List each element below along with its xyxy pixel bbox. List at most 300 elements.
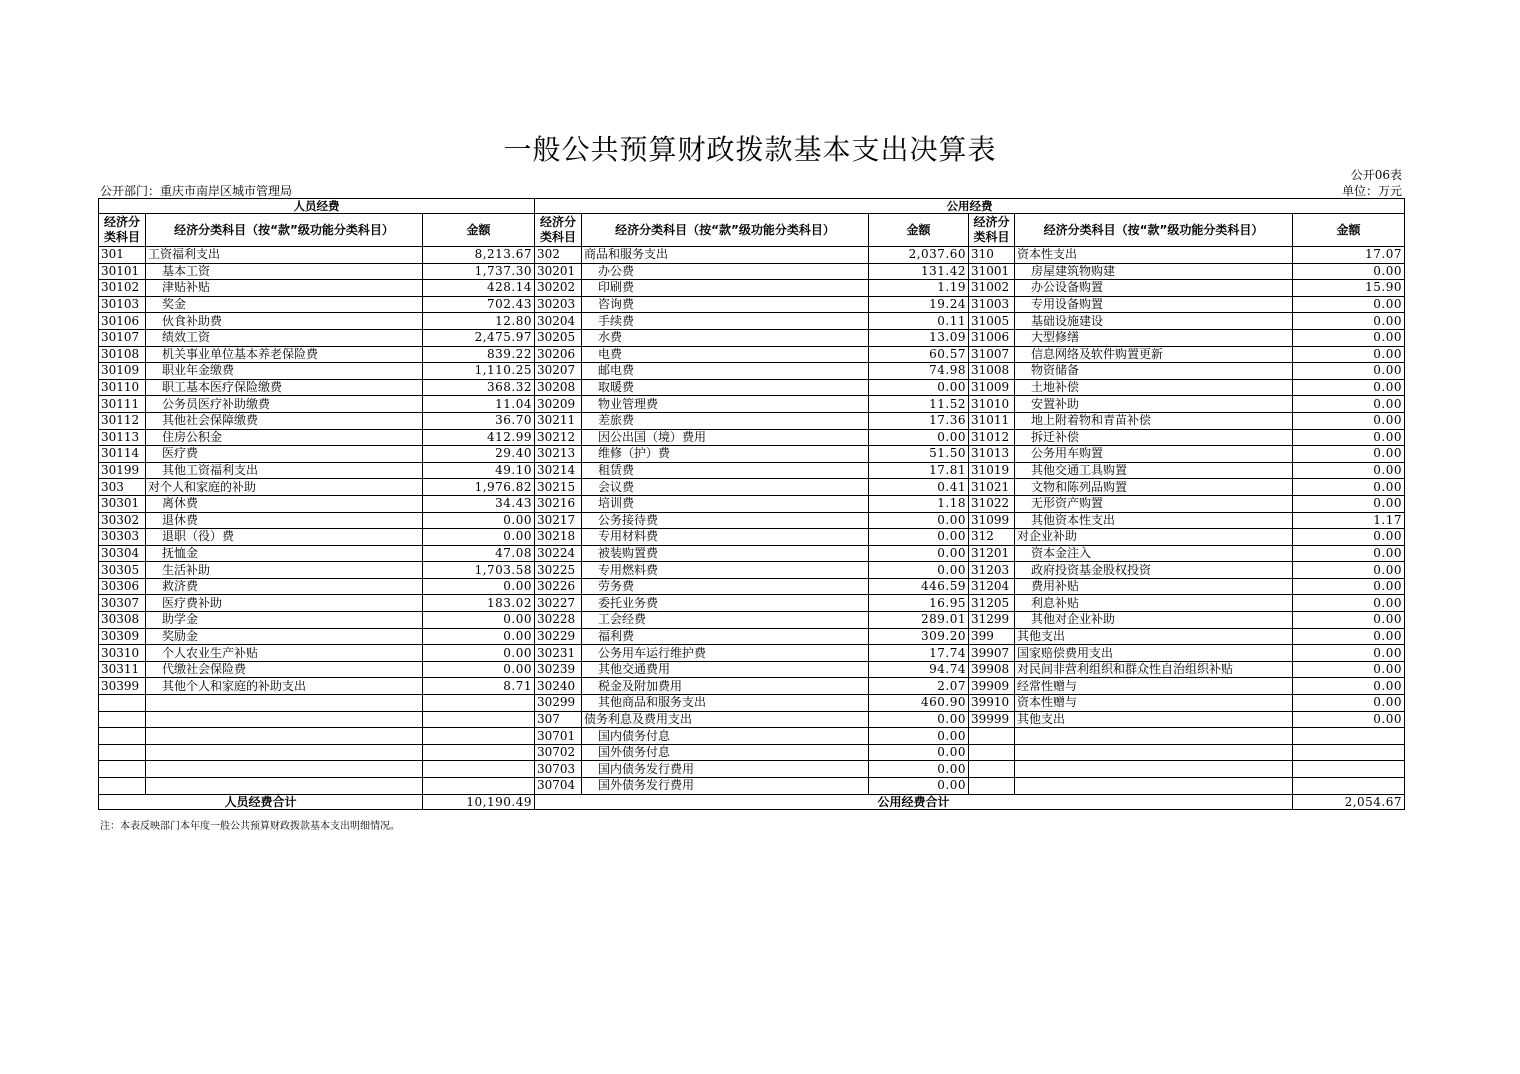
public2-code-cell: 31005 — [969, 313, 1015, 330]
public1-amount-cell: 0.00 — [869, 545, 969, 562]
public2-amount-cell: 0.00 — [1293, 529, 1405, 546]
public1-code-cell: 30207 — [535, 363, 582, 380]
public1-subject-cell: 印刷费 — [582, 280, 869, 297]
public2-amount-cell: 0.00 — [1293, 412, 1405, 429]
public2-subject-cell — [1015, 778, 1293, 795]
table-row — [99, 545, 1405, 562]
personnel-code-cell: 30107 — [99, 329, 146, 346]
personnel-subject-cell: 医疗费 — [146, 446, 423, 463]
public1-code-cell: 30205 — [535, 329, 582, 346]
public1-code-cell: 30229 — [535, 628, 582, 645]
public1-subject-cell: 因公出国（境）费用 — [582, 429, 869, 446]
personnel-subject-cell: 职工基本医疗保险缴费 — [146, 379, 423, 396]
public2-amount-cell: 0.00 — [1293, 628, 1405, 645]
public1-subject-cell: 委托业务费 — [582, 595, 869, 612]
public2-code-cell: 31009 — [969, 379, 1015, 396]
public2-amount-cell: 0.00 — [1293, 363, 1405, 380]
personnel-code-cell: 30308 — [99, 612, 146, 629]
public1-amount-cell: 309.20 — [869, 628, 969, 645]
expenditure-table — [98, 198, 1405, 810]
public2-code-cell: 31011 — [969, 412, 1015, 429]
public1-amount-cell: 446.59 — [869, 578, 969, 595]
public1-amount-cell: 17.81 — [869, 462, 969, 479]
public2-subject-cell: 资本性赠与 — [1015, 695, 1293, 712]
public2-subject-cell: 资本金注入 — [1015, 545, 1293, 562]
personnel-amount-cell: 2,475.97 — [423, 329, 535, 346]
public1-code-cell: 30299 — [535, 695, 582, 712]
table-row — [99, 329, 1405, 346]
table-row — [99, 728, 1405, 745]
personnel-code-cell: 30307 — [99, 595, 146, 612]
public2-code-cell: 31006 — [969, 329, 1015, 346]
public2-code-cell: 31299 — [969, 612, 1015, 629]
personnel-subject-cell: 其他社会保障缴费 — [146, 412, 423, 429]
personnel-subject-cell: 奖励金 — [146, 628, 423, 645]
table-row — [99, 562, 1405, 579]
public2-code-cell: 31013 — [969, 446, 1015, 463]
col-header-subject: 经济分类科目（按“款”级功能分类科目） — [146, 214, 423, 247]
personnel-amount-cell: 34.43 — [423, 495, 535, 512]
public2-amount-cell — [1293, 728, 1405, 745]
public1-subject-cell: 商品和服务支出 — [582, 247, 869, 264]
public2-amount-cell: 0.00 — [1293, 678, 1405, 695]
col-header-code: 经济分类科目 — [969, 214, 1015, 247]
public1-code-cell: 30239 — [535, 661, 582, 678]
public1-amount-cell: 131.42 — [869, 263, 969, 280]
table-row — [99, 363, 1405, 380]
public1-subject-cell: 维修（护）费 — [582, 446, 869, 463]
public2-subject-cell: 费用补贴 — [1015, 578, 1293, 595]
public1-amount-cell: 17.36 — [869, 412, 969, 429]
personnel-amount-cell — [423, 711, 535, 728]
public2-subject-cell: 对民间非营利组织和群众性自治组织补贴 — [1015, 661, 1293, 678]
personnel-amount-cell: 0.00 — [423, 661, 535, 678]
public2-subject-cell: 专用设备购置 — [1015, 296, 1293, 313]
personnel-subject-cell: 救济费 — [146, 578, 423, 595]
personnel-amount-cell: 1,976.82 — [423, 479, 535, 496]
public1-amount-cell: 0.00 — [869, 778, 969, 795]
col-header-amount: 金额 — [869, 214, 969, 247]
personnel-subject-cell: 绩效工资 — [146, 329, 423, 346]
public1-subject-cell: 专用材料费 — [582, 529, 869, 546]
personnel-code-cell: 303 — [99, 479, 146, 496]
public1-subject-cell: 福利费 — [582, 628, 869, 645]
public1-subject-cell: 公务用车运行维护费 — [582, 645, 869, 662]
personnel-subject-cell: 伙食补助费 — [146, 313, 423, 330]
personnel-subject-cell: 奖金 — [146, 296, 423, 313]
public2-amount-cell: 0.00 — [1293, 379, 1405, 396]
public1-subject-cell: 办公费 — [582, 263, 869, 280]
public1-code-cell: 30703 — [535, 761, 582, 778]
col-header-code: 经济分类科目 — [535, 214, 582, 247]
public1-code-cell: 30226 — [535, 578, 582, 595]
personnel-code-cell: 30111 — [99, 396, 146, 413]
public1-subject-cell: 其他交通费用 — [582, 661, 869, 678]
table-row — [99, 346, 1405, 363]
table-row — [99, 595, 1405, 612]
public2-amount-cell — [1293, 761, 1405, 778]
personnel-code-cell: 30303 — [99, 529, 146, 546]
table-row — [99, 313, 1405, 330]
public2-subject-cell: 政府投资基金股权投资 — [1015, 562, 1293, 579]
public2-subject-cell: 其他支出 — [1015, 628, 1293, 645]
public2-amount-cell: 0.00 — [1293, 263, 1405, 280]
table-row — [99, 396, 1405, 413]
public1-code-cell: 30204 — [535, 313, 582, 330]
public2-amount-cell: 0.00 — [1293, 296, 1405, 313]
personnel-subject-cell: 退休费 — [146, 512, 423, 529]
unit-label: 单位：万元 — [1341, 184, 1402, 198]
personnel-subject-cell: 其他个人和家庭的补助支出 — [146, 678, 423, 695]
public1-code-cell: 30217 — [535, 512, 582, 529]
personnel-amount-cell: 12.80 — [423, 313, 535, 330]
public1-amount-cell: 0.00 — [869, 562, 969, 579]
public1-amount-cell: 60.57 — [869, 346, 969, 363]
personnel-code-cell: 30304 — [99, 545, 146, 562]
public1-amount-cell: 0.00 — [869, 744, 969, 761]
public1-subject-cell: 国外债务付息 — [582, 744, 869, 761]
personnel-subject-cell: 住房公积金 — [146, 429, 423, 446]
public2-amount-cell: 0.00 — [1293, 612, 1405, 629]
public1-code-cell: 30228 — [535, 612, 582, 629]
table-row — [99, 296, 1405, 313]
public2-subject-cell: 拆迁补偿 — [1015, 429, 1293, 446]
public1-code-cell: 30701 — [535, 728, 582, 745]
personnel-total-label: 人员经费合计 — [99, 794, 423, 809]
table-row — [99, 711, 1405, 728]
personnel-subject-cell: 对个人和家庭的补助 — [146, 479, 423, 496]
public2-subject-cell: 其他对企业补助 — [1015, 612, 1293, 629]
department-label: 公开部门：重庆市南岸区城市管理局 — [100, 184, 293, 198]
public1-code-cell: 30212 — [535, 429, 582, 446]
personnel-amount-cell: 1,737.30 — [423, 263, 535, 280]
personnel-amount-cell — [423, 728, 535, 745]
personnel-amount-cell: 36.70 — [423, 412, 535, 429]
col-header-code: 经济分类科目 — [99, 214, 146, 247]
public1-subject-cell: 其他商品和服务支出 — [582, 695, 869, 712]
public2-amount-cell: 0.00 — [1293, 645, 1405, 662]
public2-code-cell: 31205 — [969, 595, 1015, 612]
page-title: 一般公共预算财政拨款基本支出决算表 — [503, 133, 997, 166]
personnel-amount-cell: 8,213.67 — [423, 247, 535, 264]
public2-subject-cell: 基础设施建设 — [1015, 313, 1293, 330]
public2-amount-cell: 0.00 — [1293, 429, 1405, 446]
table-row — [99, 612, 1405, 629]
personnel-code-cell — [99, 744, 146, 761]
public1-amount-cell: 13.09 — [869, 329, 969, 346]
public1-subject-cell: 租赁费 — [582, 462, 869, 479]
public2-subject-cell: 对企业补助 — [1015, 529, 1293, 546]
public1-code-cell: 30218 — [535, 529, 582, 546]
footnote: 注：本表反映部门本年度一般公共预算财政拨款基本支出明细情况。 — [100, 821, 400, 832]
public2-subject-cell: 经常性赠与 — [1015, 678, 1293, 695]
public-total-amount: 2,054.67 — [1293, 794, 1405, 809]
table-row — [99, 429, 1405, 446]
personnel-code-cell: 30101 — [99, 263, 146, 280]
personnel-amount-cell: 412.99 — [423, 429, 535, 446]
personnel-code-cell — [99, 695, 146, 712]
personnel-subject-cell — [146, 744, 423, 761]
public-total-label: 公用经费合计 — [535, 794, 1293, 809]
public2-amount-cell: 0.00 — [1293, 578, 1405, 595]
public2-subject-cell — [1015, 744, 1293, 761]
public2-subject-cell: 文物和陈列品购置 — [1015, 479, 1293, 496]
public2-amount-cell: 0.00 — [1293, 329, 1405, 346]
public1-code-cell: 30702 — [535, 744, 582, 761]
personnel-code-cell: 30306 — [99, 578, 146, 595]
personnel-amount-cell: 0.00 — [423, 628, 535, 645]
personnel-amount-cell: 0.00 — [423, 512, 535, 529]
public2-amount-cell: 0.00 — [1293, 495, 1405, 512]
table-row — [99, 645, 1405, 662]
public1-subject-cell: 专用燃料费 — [582, 562, 869, 579]
personnel-code-cell: 30103 — [99, 296, 146, 313]
public2-subject-cell: 房屋建筑物购建 — [1015, 263, 1293, 280]
personnel-code-cell — [99, 728, 146, 745]
personnel-subject-cell: 医疗费补助 — [146, 595, 423, 612]
personnel-code-cell: 30108 — [99, 346, 146, 363]
public2-subject-cell: 物资储备 — [1015, 363, 1293, 380]
personnel-subject-cell: 职业年金缴费 — [146, 363, 423, 380]
public2-subject-cell: 大型修缮 — [1015, 329, 1293, 346]
personnel-amount-cell — [423, 761, 535, 778]
public2-amount-cell: 17.07 — [1293, 247, 1405, 264]
public1-subject-cell: 工会经费 — [582, 612, 869, 629]
public2-code-cell: 39910 — [969, 695, 1015, 712]
public1-amount-cell: 460.90 — [869, 695, 969, 712]
public2-amount-cell: 0.00 — [1293, 595, 1405, 612]
personnel-code-cell: 30112 — [99, 412, 146, 429]
table-row — [99, 412, 1405, 429]
public1-code-cell: 30240 — [535, 678, 582, 695]
public1-subject-cell: 手续费 — [582, 313, 869, 330]
col-header-subject: 经济分类科目（按“款”级功能分类科目） — [1015, 214, 1293, 247]
personnel-subject-cell: 基本工资 — [146, 263, 423, 280]
personnel-code-cell: 30113 — [99, 429, 146, 446]
personnel-amount-cell: 839.22 — [423, 346, 535, 363]
public2-subject-cell: 资本性支出 — [1015, 247, 1293, 264]
form-number: 公开06表 — [1350, 168, 1402, 182]
personnel-amount-cell: 49.10 — [423, 462, 535, 479]
table-row — [99, 678, 1405, 695]
public1-subject-cell: 税金及附加费用 — [582, 678, 869, 695]
public2-code-cell: 39999 — [969, 711, 1015, 728]
col-header-amount: 金额 — [423, 214, 535, 247]
personnel-amount-cell: 1,110.25 — [423, 363, 535, 380]
personnel-code-cell: 30102 — [99, 280, 146, 297]
public1-subject-cell: 劳务费 — [582, 578, 869, 595]
table-row — [99, 379, 1405, 396]
public2-amount-cell: 0.00 — [1293, 313, 1405, 330]
public2-subject-cell: 信息网络及软件购置更新 — [1015, 346, 1293, 363]
public2-subject-cell: 土地补偿 — [1015, 379, 1293, 396]
public1-code-cell: 30227 — [535, 595, 582, 612]
personnel-amount-cell: 11.04 — [423, 396, 535, 413]
personnel-code-cell: 30106 — [99, 313, 146, 330]
public2-code-cell: 31201 — [969, 545, 1015, 562]
table-row — [99, 529, 1405, 546]
public2-amount-cell: 0.00 — [1293, 479, 1405, 496]
personnel-subject-cell: 个人农业生产补贴 — [146, 645, 423, 662]
personnel-subject-cell — [146, 711, 423, 728]
personnel-code-cell: 30302 — [99, 512, 146, 529]
table-row — [99, 778, 1405, 795]
public1-amount-cell: 94.74 — [869, 661, 969, 678]
personnel-subject-cell: 其他工资福利支出 — [146, 462, 423, 479]
public1-amount-cell: 0.41 — [869, 479, 969, 496]
public2-amount-cell — [1293, 744, 1405, 761]
personnel-subject-cell — [146, 695, 423, 712]
personnel-amount-cell: 8.71 — [423, 678, 535, 695]
public2-amount-cell: 1.17 — [1293, 512, 1405, 529]
public2-amount-cell — [1293, 778, 1405, 795]
personnel-amount-cell: 29.40 — [423, 446, 535, 463]
personnel-amount-cell: 0.00 — [423, 578, 535, 595]
personnel-subject-cell: 代缴社会保险费 — [146, 661, 423, 678]
personnel-code-cell: 30199 — [99, 462, 146, 479]
public1-amount-cell: 19.24 — [869, 296, 969, 313]
table-row — [99, 744, 1405, 761]
public1-amount-cell: 51.50 — [869, 446, 969, 463]
public1-subject-cell: 国内债务发行费用 — [582, 761, 869, 778]
table-row — [99, 263, 1405, 280]
public1-subject-cell: 物业管理费 — [582, 396, 869, 413]
public2-code-cell: 31012 — [969, 429, 1015, 446]
public2-code-cell: 31002 — [969, 280, 1015, 297]
personnel-amount-cell: 428.14 — [423, 280, 535, 297]
public1-amount-cell: 74.98 — [869, 363, 969, 380]
personnel-amount-cell — [423, 695, 535, 712]
personnel-amount-cell — [423, 744, 535, 761]
public1-subject-cell: 电费 — [582, 346, 869, 363]
public1-code-cell: 30206 — [535, 346, 582, 363]
personnel-subject-cell: 退职（役）费 — [146, 529, 423, 546]
table-row — [99, 247, 1405, 264]
personnel-code-cell: 301 — [99, 247, 146, 264]
public1-amount-cell: 0.00 — [869, 379, 969, 396]
public2-code-cell — [969, 778, 1015, 795]
table-row — [99, 628, 1405, 645]
public1-code-cell: 30231 — [535, 645, 582, 662]
personnel-code-cell: 30399 — [99, 678, 146, 695]
public1-subject-cell: 水费 — [582, 329, 869, 346]
public1-amount-cell: 2,037.60 — [869, 247, 969, 264]
public1-subject-cell: 取暖费 — [582, 379, 869, 396]
public2-subject-cell: 其他交通工具购置 — [1015, 462, 1293, 479]
public1-subject-cell: 国外债务发行费用 — [582, 778, 869, 795]
public1-subject-cell: 差旅费 — [582, 412, 869, 429]
table-row — [99, 280, 1405, 297]
table-row — [99, 661, 1405, 678]
personnel-amount-cell: 47.08 — [423, 545, 535, 562]
public2-subject-cell — [1015, 728, 1293, 745]
personnel-amount-cell: 702.43 — [423, 296, 535, 313]
public2-code-cell: 39908 — [969, 661, 1015, 678]
public2-amount-cell: 0.00 — [1293, 396, 1405, 413]
public2-subject-cell: 公务用车购置 — [1015, 446, 1293, 463]
public2-code-cell — [969, 744, 1015, 761]
public2-code-cell: 31203 — [969, 562, 1015, 579]
personnel-subject-cell: 助学金 — [146, 612, 423, 629]
public1-code-cell: 30211 — [535, 412, 582, 429]
personnel-subject-cell: 机关事业单位基本养老保险费 — [146, 346, 423, 363]
public1-subject-cell: 被装购置费 — [582, 545, 869, 562]
public1-amount-cell: 1.18 — [869, 495, 969, 512]
public1-amount-cell: 0.00 — [869, 429, 969, 446]
personnel-code-cell — [99, 778, 146, 795]
personnel-subject-cell: 生活补助 — [146, 562, 423, 579]
public1-subject-cell: 会议费 — [582, 479, 869, 496]
public2-subject-cell: 无形资产购置 — [1015, 495, 1293, 512]
table-row — [99, 479, 1405, 496]
public2-code-cell: 31008 — [969, 363, 1015, 380]
public1-code-cell: 30214 — [535, 462, 582, 479]
public2-code-cell: 31204 — [969, 578, 1015, 595]
public2-subject-cell: 利息补贴 — [1015, 595, 1293, 612]
public1-code-cell: 30201 — [535, 263, 582, 280]
public2-code-cell: 31001 — [969, 263, 1015, 280]
public2-code-cell: 31007 — [969, 346, 1015, 363]
personnel-code-cell: 30305 — [99, 562, 146, 579]
public1-code-cell: 302 — [535, 247, 582, 264]
public2-code-cell: 31099 — [969, 512, 1015, 529]
public1-code-cell: 30209 — [535, 396, 582, 413]
personnel-code-cell: 30110 — [99, 379, 146, 396]
public1-amount-cell: 0.00 — [869, 529, 969, 546]
public1-amount-cell: 1.19 — [869, 280, 969, 297]
personnel-amount-cell: 183.02 — [423, 595, 535, 612]
public1-code-cell: 30208 — [535, 379, 582, 396]
table-row — [99, 761, 1405, 778]
public1-amount-cell: 289.01 — [869, 612, 969, 629]
table-row — [99, 512, 1405, 529]
public-group-header: 公用经费 — [535, 199, 1405, 214]
public2-amount-cell: 0.00 — [1293, 446, 1405, 463]
public2-code-cell — [969, 761, 1015, 778]
public2-code-cell: 312 — [969, 529, 1015, 546]
public1-code-cell: 30704 — [535, 778, 582, 795]
public2-code-cell: 31003 — [969, 296, 1015, 313]
public1-amount-cell: 0.00 — [869, 512, 969, 529]
public2-code-cell: 31010 — [969, 396, 1015, 413]
public2-amount-cell: 0.00 — [1293, 562, 1405, 579]
public1-subject-cell: 咨询费 — [582, 296, 869, 313]
personnel-code-cell — [99, 711, 146, 728]
public2-subject-cell: 其他支出 — [1015, 711, 1293, 728]
personnel-code-cell: 30114 — [99, 446, 146, 463]
public2-subject-cell: 安置补助 — [1015, 396, 1293, 413]
public1-code-cell: 30224 — [535, 545, 582, 562]
public1-subject-cell: 培训费 — [582, 495, 869, 512]
personnel-code-cell: 30301 — [99, 495, 146, 512]
public1-code-cell: 30215 — [535, 479, 582, 496]
public2-subject-cell: 办公设备购置 — [1015, 280, 1293, 297]
public2-code-cell — [969, 728, 1015, 745]
public2-code-cell: 31022 — [969, 495, 1015, 512]
personnel-subject-cell — [146, 761, 423, 778]
personnel-code-cell: 30109 — [99, 363, 146, 380]
public1-amount-cell: 2.07 — [869, 678, 969, 695]
table-row — [99, 462, 1405, 479]
public1-amount-cell: 0.00 — [869, 711, 969, 728]
public1-code-cell: 30216 — [535, 495, 582, 512]
public2-code-cell: 399 — [969, 628, 1015, 645]
personnel-subject-cell: 公务员医疗补助缴费 — [146, 396, 423, 413]
table-row — [99, 578, 1405, 595]
personnel-subject-cell: 津贴补贴 — [146, 280, 423, 297]
public2-amount-cell: 0.00 — [1293, 545, 1405, 562]
public2-code-cell: 31019 — [969, 462, 1015, 479]
